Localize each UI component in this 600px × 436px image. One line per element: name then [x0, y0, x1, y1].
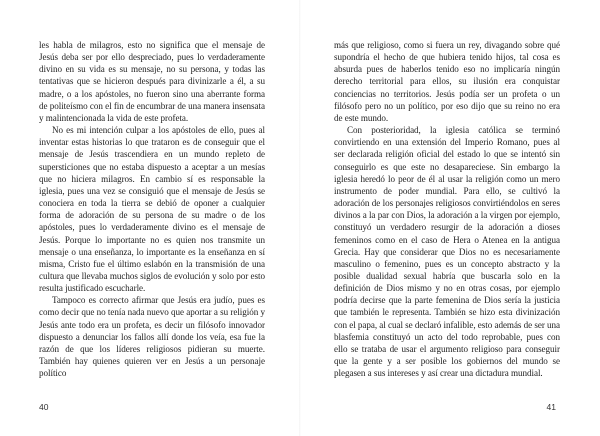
paragraph: más que religioso, como si fuera un rey, divagando sobre qué supondría el hecho de que hubiera tenido hijos, tal cosa es absurda pues de haberlos tenido eso no implicaría ningún derecho territorial para ellos, su ilusión era conquistar conciencias no territorios. Jesús podía ser un profeta o un filósofo pero no un político, por eso dijo que su reino no era de este mundo.	[334, 40, 560, 123]
paragraph: Con posterioridad, la iglesia católica se terminó convirtiendo en una extensión del Imperio Romano, pues al ser declarada religión oficial del estado lo que se intentó sin conseguirlo es que este no desapareciese. Sin embargo la iglesia heredó lo peor de él al usar la religión como un mero instrumento de poder mundial. Para ello, se cultivó la adoración de los personajes religiosos convirtiéndolos en seres divinos a la par con Dios, la adoración a la virgen por ejemplo, constituyó un verdadero resurgir de la adoración a dioses femeninos como en el caso de Hera o Atenea en la antigua Grecia. Hay que considerar que Dios no es necesariamente masculino o femenino, pues es un concepto abstracto y la posible dualidad sexual habría que buscarla solo en la definición de Dios mismo y no en otras cosas, por ejemplo podría decirse que la parte femenina de Dios sería la justicia que también le representa. También se hizo esta divinización con el papa, al cual se declaró infalible, esto además de ser una blasfemia constituyó un acto del todo reprobable, pues con ello se trataba de usar el argumento religioso para conseguir que la gente y a ser posible los gobiernos del mundo se plegasen a sus intereses y así crear una dictadura mundial.	[334, 125, 561, 379]
right-page-body	[334, 39, 560, 379]
page-number-left: 40	[39, 402, 49, 412]
right-page	[300, 0, 600, 436]
paragraph: les habla de milagros, esto no significa que el mensaje de Jesús deba ser por ello despreciado, pues lo verdaderamente divino en su vida es su mensaje, no su persona, y todas las tentativas que se hicieron después para divinizarle a él, a su madre, o a los apóstoles, no fueron sino una aberrante forma de politeísmo con el fin de encumbrar de una manera insensata y malintencionada la vida de este profeta.	[39, 40, 265, 123]
paragraph: Tampoco es correcto afirmar que Jesús era judío, pues es como decir que no tenía nada nuevo que aportar a su religión y Jesús ante todo era un profeta, es decir un filósofo innovador dispuesto a denunciar los fallos allí donde los veía, esa fue la razón de que los líderes religiosos pidieran su muerte. También hay quienes quieren ver en Jesús a un personaje político	[39, 295, 265, 379]
left-page-body	[39, 39, 265, 379]
page-number-right: 41	[546, 402, 556, 412]
paragraph: No es mi intención culpar a los apóstoles de ello, pues al inventar estas historias lo que trataron es de conseguir que el mensaje de Jesús trascendiera en un mundo repleto de supersticiones que no estaba dispuesto a aceptar a un mesías que no hiciera milagros. En cambio sí es responsable la iglesia, pues una vez se consiguió que el mensaje de Jesús se conociera en toda la tierra se debió de oponer a cualquier forma de adoración de su persona de su madre o de los apóstoles, pues lo verdaderamente divino es el mensaje de Jesús. Porque lo importante no es quien nos transmite un mensaje o una enseñanza, lo importante es la enseñanza en sí misma, Cristo fue el último eslabón en la transmisión de una cultura que llevaba muchos siglos de evolución y solo por esto resulta justificado escucharle.	[39, 125, 265, 294]
